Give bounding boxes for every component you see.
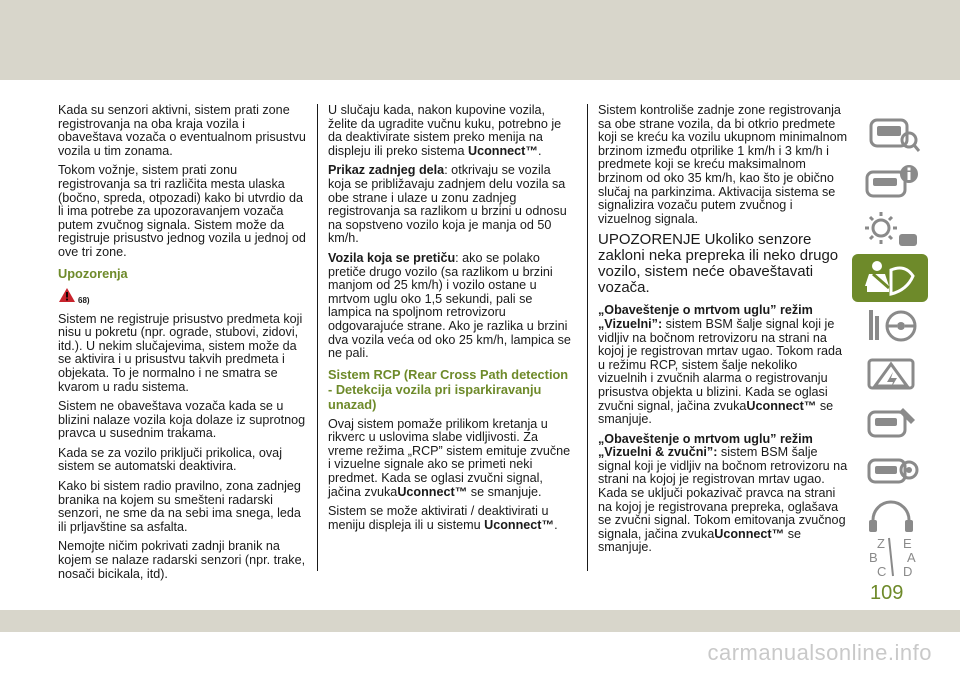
paragraph — [598, 304, 848, 426]
paragraph — [328, 104, 574, 158]
warning-ref-number: 68) — [78, 295, 90, 305]
section-heading: Upozorenja — [58, 265, 128, 281]
term: „Obaveštenje o mrtvom uglu” režim „Vizuelni & zvučni”: — [598, 431, 813, 460]
svg-text:Z: Z — [877, 536, 885, 551]
tab-index[interactable] — [856, 532, 928, 580]
maintenance-icon — [863, 402, 921, 442]
paragraph: Kada su senzori aktivni, sistem prati zone registrovanja na oba kraja vozila i obaveštava vozača o eventualnom prisustvu vozila u tim zonama. — [58, 103, 306, 158]
paragraph — [328, 164, 574, 246]
tab-car-glance[interactable] — [856, 110, 928, 158]
column-divider — [317, 104, 318, 571]
page-number: 109 — [870, 582, 904, 604]
paragraph: Tokom vožnje, sistem prati zonu registrovanja sa tri različita mesta ulaska (bočno, spreda, otpozadi) kako bi utvrdio da li ima potrebe za upozoravanjem vozača putem zvučnog signala. Sistem može da registruje prisustvo jednog vozila u jednoj od ove tri zone. — [58, 163, 306, 259]
paragraph: Sistem ne registruje prisustvo predmeta koji nisu u pokretu (npr. ograde, stubovi, zidovi, itd.). U nekim slučajevima, sistem može da se aktivira i u prisustvu takvih predmeta i objekata. To je normalno i ne smatra se kvarom u radu sistema. — [58, 311, 303, 394]
svg-text:D: D — [903, 564, 913, 579]
tab-maintenance[interactable] — [856, 398, 928, 446]
warning-heading: UPOZORENJE Ukoliko senzore zakloni neka prepreka ili neko drugo vozilo, sistem neće obaveštavati vozača. — [598, 231, 839, 297]
emergency-icon — [863, 354, 921, 394]
tab-emergency[interactable] — [856, 350, 928, 398]
paragraph: Sistem kontroliše zadnje zone registrovanja sa obe strane vozila, da bi otkrio predmete koji se kreću ka vozilu ukupnom minimalnom brzinom između otprilike 1 km/h i 3 km/h i predmete koji se kreću maksimalnom brzinom od oko 35 km/h, kao što je obično slučaj na parkinzima. Aktivacija sistema se signalizira vozaču putem zvučnog i vizuelnog signala. — [598, 103, 848, 226]
chapter-sidebar — [856, 110, 928, 580]
paragraph — [598, 433, 848, 555]
paragraph — [328, 418, 574, 500]
paragraph — [328, 505, 574, 532]
text: sistem BSM šalje signal koji je vidljiv na bočnom retrovizoru na strani na kojoj je registrovan mrtav ugao. Kada se uključi pokazivač pravca na strani na kojoj je registrovana prepreka, oglašava se zvučni signal. Tokom emitovanja zvučnog signala, jačina zvuka — [598, 445, 848, 541]
brand-name: Uconnect™ — [468, 143, 538, 158]
dashboard-lights-icon — [863, 210, 921, 250]
column-divider — [587, 104, 588, 571]
tab-starting-driving[interactable] — [856, 302, 928, 350]
top-band — [0, 0, 960, 80]
car-info-icon — [863, 162, 921, 202]
brand-name: Uconnect™ — [484, 517, 555, 532]
paragraph — [328, 252, 574, 361]
brand-name: Uconnect™ — [397, 484, 468, 499]
bottom-band — [0, 610, 960, 632]
text: Ovaj sistem pomaže prilikom kretanja u rikverc u uslovima slabe vidljivosti. Za vreme režima „RCP” sistem emituje zvučne i vizuelne signale ako se primeti neki predmet. Kada se oglasi zvučni signal, jačina zvuka — [328, 416, 571, 499]
safety-icon — [861, 258, 919, 298]
svg-text:B: B — [869, 550, 878, 565]
tab-car-info[interactable] — [856, 158, 928, 206]
svg-text:A: A — [907, 550, 916, 565]
starting-driving-icon — [863, 306, 921, 346]
svg-text:C: C — [877, 564, 887, 579]
svg-text:E: E — [903, 536, 912, 551]
text: sistem BSM šalje signal koji je vidljiv na bočnom retrovizoru na strani na kojoj je registrovan mrtav ugao. Tokom rada u režimu RCP, sistem šalje nekoliko vizuelnih i zvučnih alarma o registrovanju prisustva objekta u blizini. Kada se oglasi zvučni signal, jačina zvuka — [598, 316, 843, 413]
text: : ako se polako pretiče drugo vozilo (sa razlikom u brzini manjom od 25 km/h) i vozilo ostane u mrtvom uglu oko 1,5 sekundi, pali se lampica na spoljnom retrovizoru odgovarajuće strane. Ako je razlika u brzini dva vozila veća od oko 25 km/h, lampica se ne pali. — [328, 250, 571, 361]
car-glance-icon — [863, 114, 921, 154]
index-icon — [863, 532, 921, 580]
text: se smanjuje. — [598, 398, 834, 427]
tab-technical-data[interactable] — [856, 446, 928, 494]
paragraph: Sistem ne obaveštava vozača kada se u blizini nalaze vozila koja dolaze iz suprotnog pravca u susednim trakama. — [58, 399, 306, 441]
brand-name: Uconnect™ — [714, 526, 785, 541]
warning-reference — [58, 287, 308, 305]
term: Prikaz zadnjeg dela — [328, 163, 445, 178]
text: se smanjuje. — [467, 484, 542, 499]
technical-data-icon — [863, 450, 921, 490]
tab-safety[interactable] — [852, 254, 928, 302]
column-2 — [328, 104, 574, 538]
column-1 — [58, 104, 308, 587]
term: Vozila koja se pretiču — [328, 250, 456, 265]
text: se smanjuje. — [598, 526, 802, 555]
paragraph: Kako bi sistem radio pravilno, zona zadnjeg branika na kojem su smešteni radarski senzori, ne sme da na sebi ima snega, leda ili prljavštine sa asfalta. — [58, 479, 301, 534]
paragraph: Nemojte ničim pokrivati zadnji branik na kojem se nalaze radarski senzori (npr. trake, nosači bicikala, itd). — [58, 539, 306, 581]
tab-dashboard-lights[interactable] — [856, 206, 928, 254]
term: „Obaveštenje o mrtvom uglu” režim „Vizuelni”: — [598, 303, 813, 331]
brand-name: Uconnect™ — [746, 398, 817, 413]
text: Sistem se može aktivirati / deaktivirati u meniju displeja ili u sistemu — [328, 504, 549, 532]
text: . — [537, 143, 542, 158]
watermark: carmanualsonline.info — [707, 640, 932, 665]
text: : otkrivaju se vozila koja se približavaju zadnjem delu vozila sa obe strane i ulaze u zonu zadnjeg registrovanja sa razlikom u brzini u odnosu na sopstveno vozilo koja je manja od 50 km/h. — [328, 163, 567, 246]
column-3 — [598, 104, 848, 561]
paragraph: Kada se za vozilo priključi prikolica, ovaj sistem se automatski deaktivira. — [58, 445, 282, 474]
text: . — [554, 517, 558, 532]
warning-triangle-icon — [58, 287, 76, 303]
section-heading: Sistem RCP (Rear Cross Path detection - Detekcija vozila pri isparkiravanju unazad) — [328, 366, 569, 412]
text: U slučaju kada, nakon kupovine vozila, želite da ugradite vučnu kuku, potrebno je da deaktivirate sistem preko menija na displeju ili preko sistema — [328, 103, 562, 158]
